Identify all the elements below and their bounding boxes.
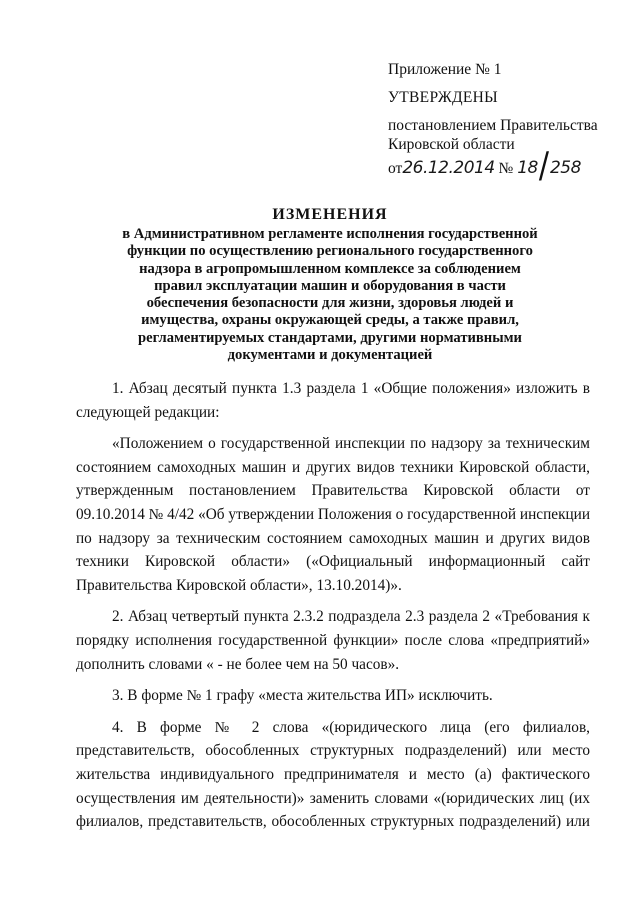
subtitle-line: обеспечения безопасности для жизни, здоровья людей и <box>146 295 514 312</box>
text-line: жительства индивидуального предпринимателя и место (а) фактического <box>76 765 590 783</box>
subtitle-line: в Административном регламенте исполнения государственной <box>122 226 538 242</box>
text-line: представительств, обособленных структурных подразделений) или место <box>76 742 590 760</box>
decree-line-1: постановлением Правительства <box>388 117 598 134</box>
paragraph-5 <box>76 716 590 834</box>
paragraph-2 <box>76 432 590 597</box>
document-body <box>76 377 590 842</box>
text-line: 2. Абзац четвертый пункта 2.3.2 подраздела 2.3 раздела 2 «Требования к <box>112 608 590 626</box>
document-title: ИЗМЕНЕНИЯ <box>272 206 388 223</box>
text-line: 3. В форме № 1 графу «места жительства ИП» исключить. <box>112 687 493 705</box>
slash-mark: / <box>538 144 549 187</box>
handwritten-date: 26.12.2014 <box>402 158 495 178</box>
text-line: следующей редакции: <box>76 403 220 421</box>
text-line: Правительства Кировской области», 13.10.2014)». <box>76 576 402 594</box>
subtitle-line: надзора в агропромышленном комплексе за соблюдением <box>139 260 521 277</box>
subtitle-line: регламентируемых стандартами, другими нормативными <box>138 329 522 346</box>
subtitle-line: документами и документацией <box>227 347 433 364</box>
handwritten-number-part2: 258 <box>549 158 581 178</box>
number-prefix: № <box>498 160 514 177</box>
paragraph-4 <box>76 684 590 708</box>
decree-line-2: Кировской области <box>388 136 515 153</box>
subtitle-line: функции по осуществлению регионального государственного <box>127 243 533 260</box>
text-line: 1. Абзац десятый пункта 1.3 раздела 1 «Общие положения» изложить в <box>112 380 590 397</box>
approved-label: УТВЕРЖДЕНЫ <box>388 89 498 106</box>
text-line: порядку исполнения государственной функции» после слова «предприятий» <box>76 631 590 649</box>
date-prefix: от <box>388 160 403 177</box>
text-line: утвержденным постановлением Правительства Кировской области от <box>76 482 590 500</box>
paragraph-3 <box>76 605 590 676</box>
text-line: осуществления им деятельности)» заменить словами «(юридических лиц (их <box>76 789 590 807</box>
subtitle-line: имущества, охраны окружающей среды, а также правил, <box>141 312 519 329</box>
approval-block <box>388 60 618 187</box>
document-title-block <box>60 206 600 364</box>
subtitle-line: правил эксплуатации машин и оборудования в части <box>154 277 506 294</box>
handwritten-number-part1: 18 <box>517 158 538 178</box>
appendix-number: Приложение № 1 <box>388 61 502 78</box>
text-line: 4. В форме № 2 слова «(юридического лица (его филиалов, <box>112 718 590 736</box>
text-line: филиалов, представительств, обособленных структурных подразделений) или <box>76 813 590 831</box>
text-line: по надзору за техническим состоянием самоходных машин и других видов <box>76 529 590 547</box>
text-line: состоянием самоходных машин и других видов техники Кировской области, <box>76 458 590 476</box>
paragraph-1 <box>76 377 590 424</box>
text-line: 09.10.2014 № 4/42 «Об утверждении Положения о государственной инспекции <box>76 505 591 523</box>
text-line: техники Кировской области» («Официальный информационный сайт <box>76 553 590 571</box>
text-line: дополнить словами « - не более чем на 50 часов». <box>76 655 400 673</box>
text-line: «Положением о государственной инспекции по надзору за техническим <box>112 435 590 453</box>
